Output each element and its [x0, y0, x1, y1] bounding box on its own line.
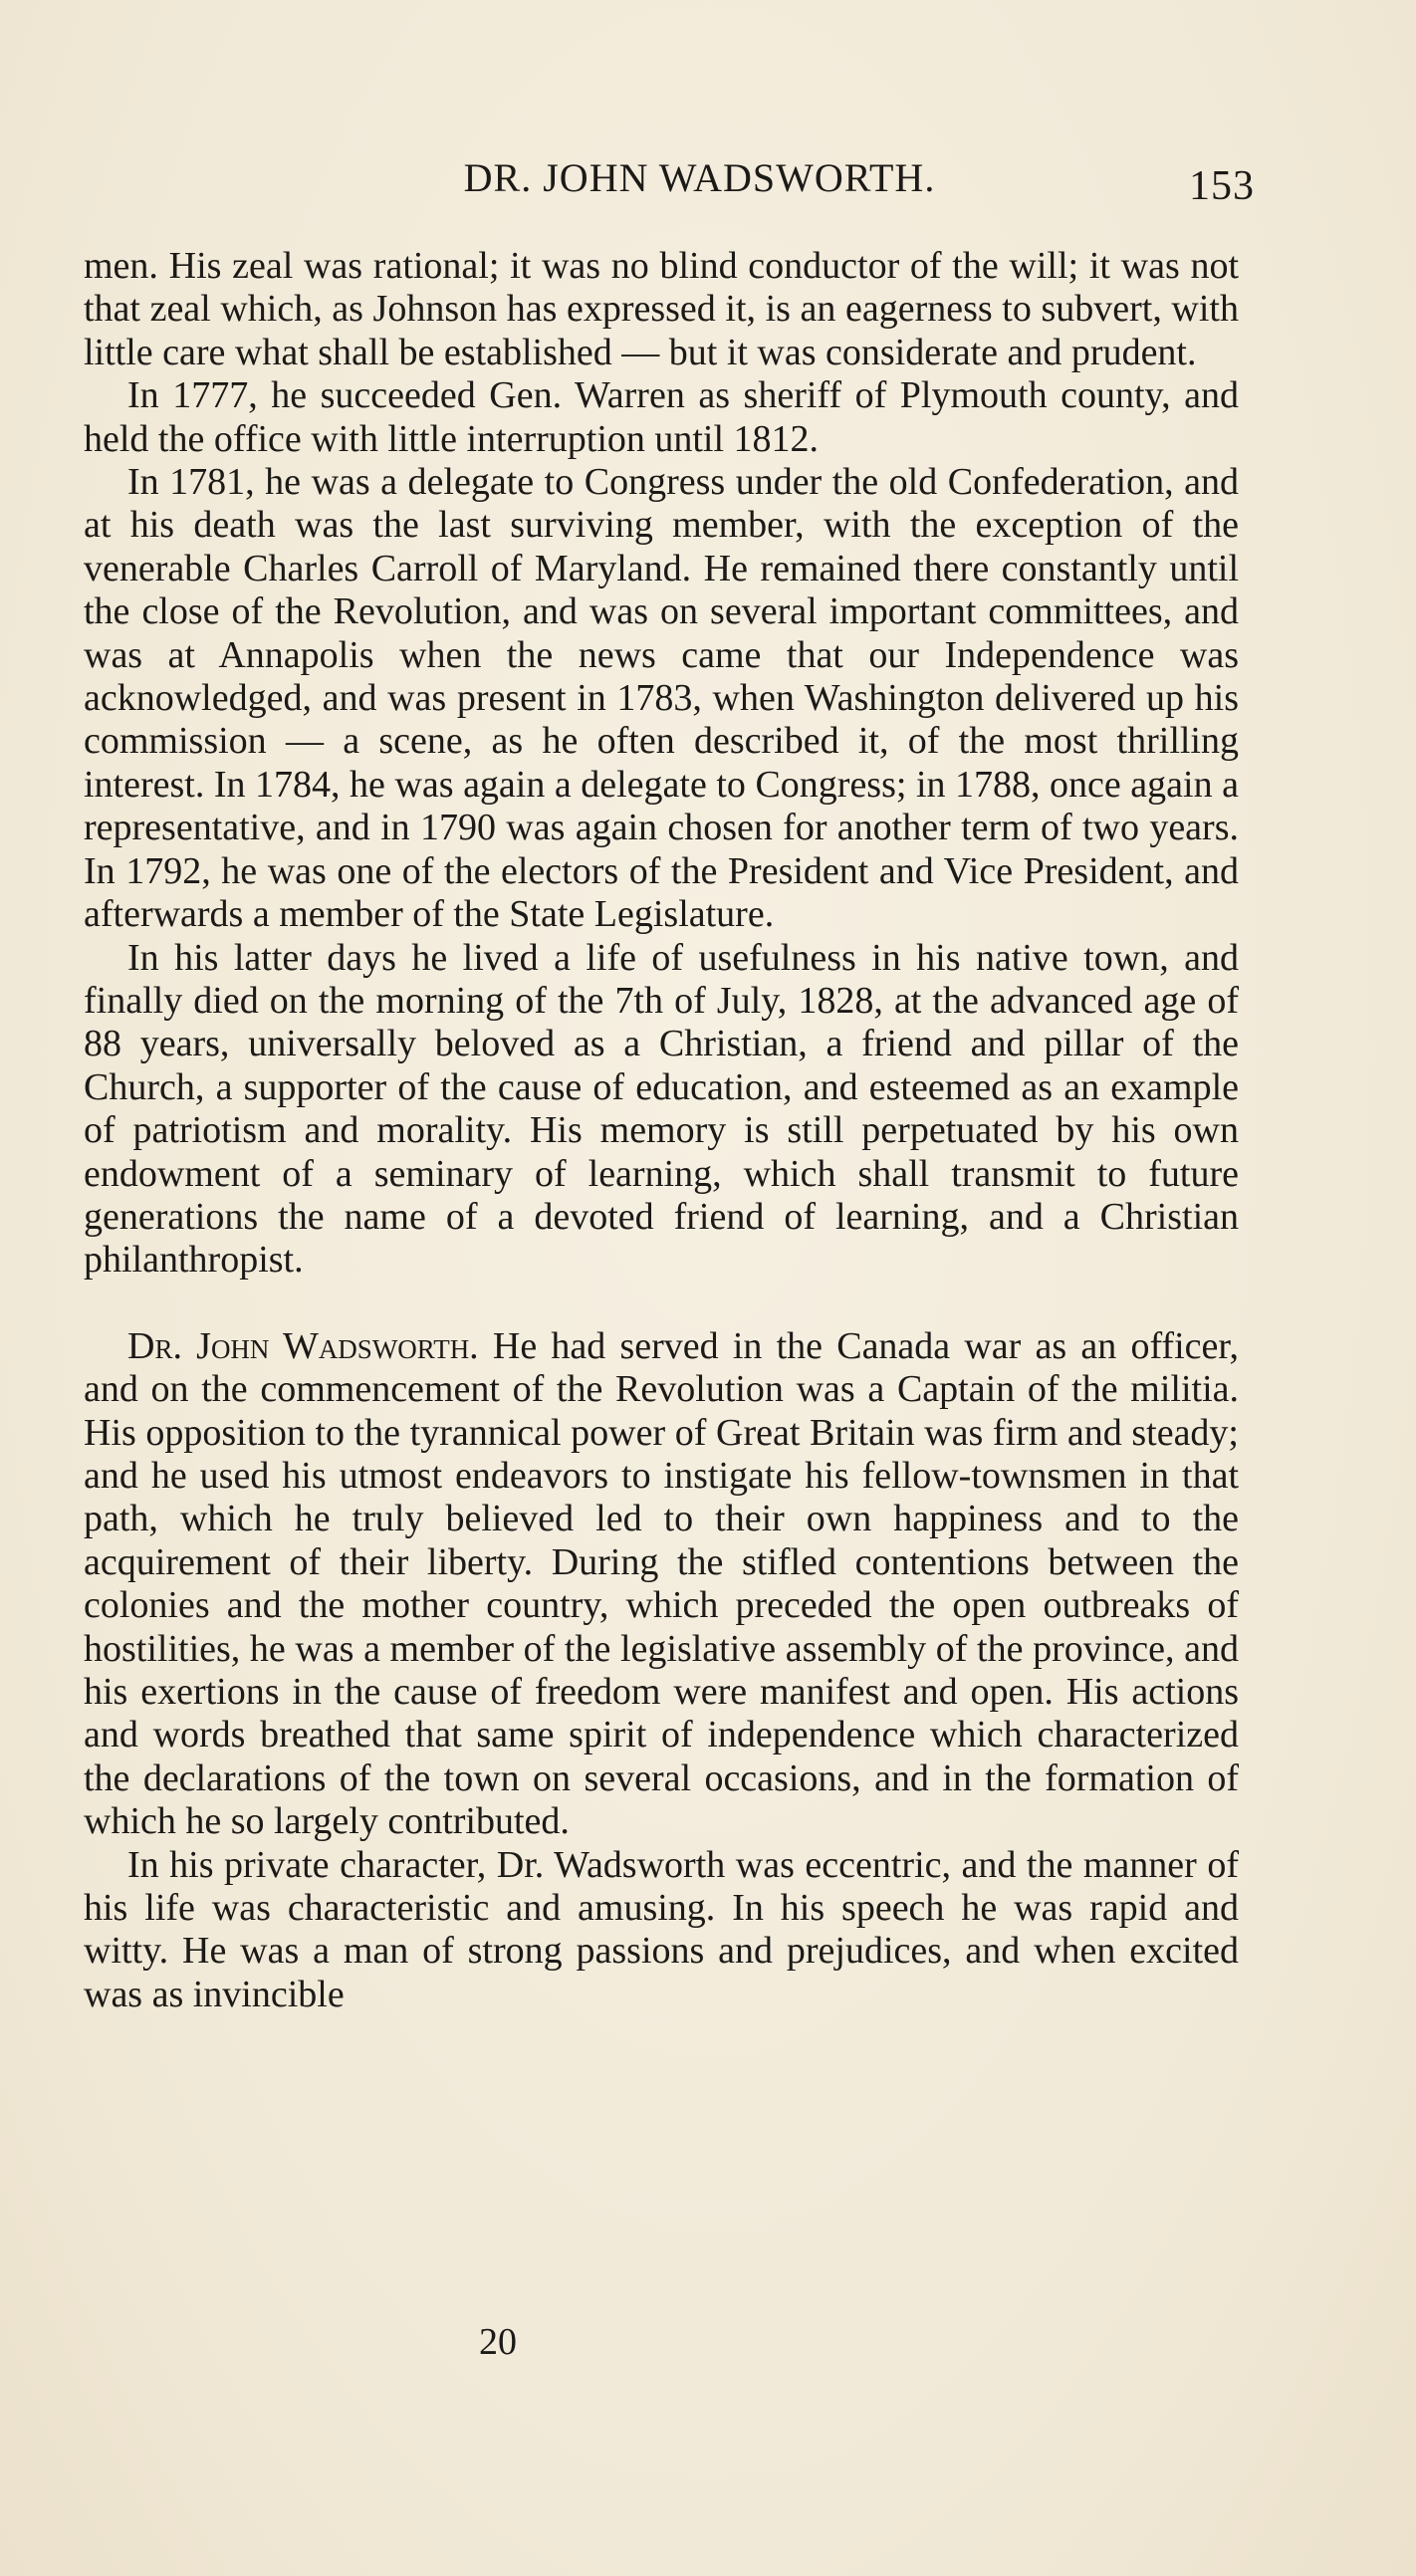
section-first-paragraph-text: He had served in the Canada war as an officer, and on the commencement of the Revolution was a Captain of the militia. His opposition to the tyrannical power of Great Britain was firm and steady; and he used his utmost endeavors to instigate his fellow-townsmen in that path, which he truly believed led to their own happiness and to the acquirement of their liberty. During the stifled contentions between the colonies and the mother country, which preceded the open outbreaks of hostilities, he was a member of the legislative assembly of the province, and his exertions in the cause of freedom were manifest and open. His actions and words breathed that same spirit of independence which characterized the declarations of the town on several occasions, and in the formation of which he so largely contributed. — [84, 1324, 1239, 1843]
paragraph-sheriff: In 1777, he succeeded Gen. Warren as sheriff of Plymouth county, and held the office with little interruption until 1812. — [84, 374, 1239, 460]
paragraph-congress: In 1781, he was a delegate to Congress under the old Confederation, and at his death was the last surviving member, with the exception of the venerable Charles Carroll of Maryland. He remained there constantly until the close of the Revolution, and was on several important committees, and was at Annapolis when the news came that our Independence was acknowledged, and was present in 1783, when Washington delivered up his commission — a scene, as he often described it, of the most thrilling interest. In 1784, he was again a delegate to Congress; in 1788, once again a representative, and in 1790 was again chosen for another term of two years. In 1792, he was one of the electors of the President and Vice President, and afterwards a member of the State Legislature. — [84, 461, 1239, 936]
paragraph-private-character: In his private character, Dr. Wadsworth was eccentric, and the manner of his life was characteristic and amusing. In his speech he was rapid and witty. He was a man of strong passions and prejudices, and when excited was as invincible — [84, 1843, 1239, 2015]
page-number: 153 — [1189, 163, 1255, 209]
paragraph-continued: men. His zeal was rational; it was no blind conductor of the will; it was not that zeal which, as Johnson has expressed it, is an eagerness to subvert, with little care what shall be established — but it was considerate and prudent. — [84, 245, 1239, 373]
paragraph-latter-days: In his latter days he lived a life of usefulness in his native town, and finally died on the morning of the 7th of July, 1828, at the advanced age of 88 years, universally beloved as a Christian, a friend and pillar of the Church, a supporter of the cause of education, and esteemed as an example of patriotism and morality. His memory is still perpetuated by his own endowment of a seminary of learning, which shall transmit to future generations the name of a devoted friend of learning, and a Christian philanthropist. — [84, 936, 1239, 1282]
body-text — [84, 245, 1239, 2016]
page-header — [100, 154, 1255, 214]
running-head: DR. JOHN WADSWORTH. — [463, 155, 936, 200]
signature-mark: 20 — [479, 2321, 517, 2363]
section-heading: Dr. John Wadsworth. — [127, 1324, 479, 1367]
section-paragraph — [84, 1325, 1239, 1844]
